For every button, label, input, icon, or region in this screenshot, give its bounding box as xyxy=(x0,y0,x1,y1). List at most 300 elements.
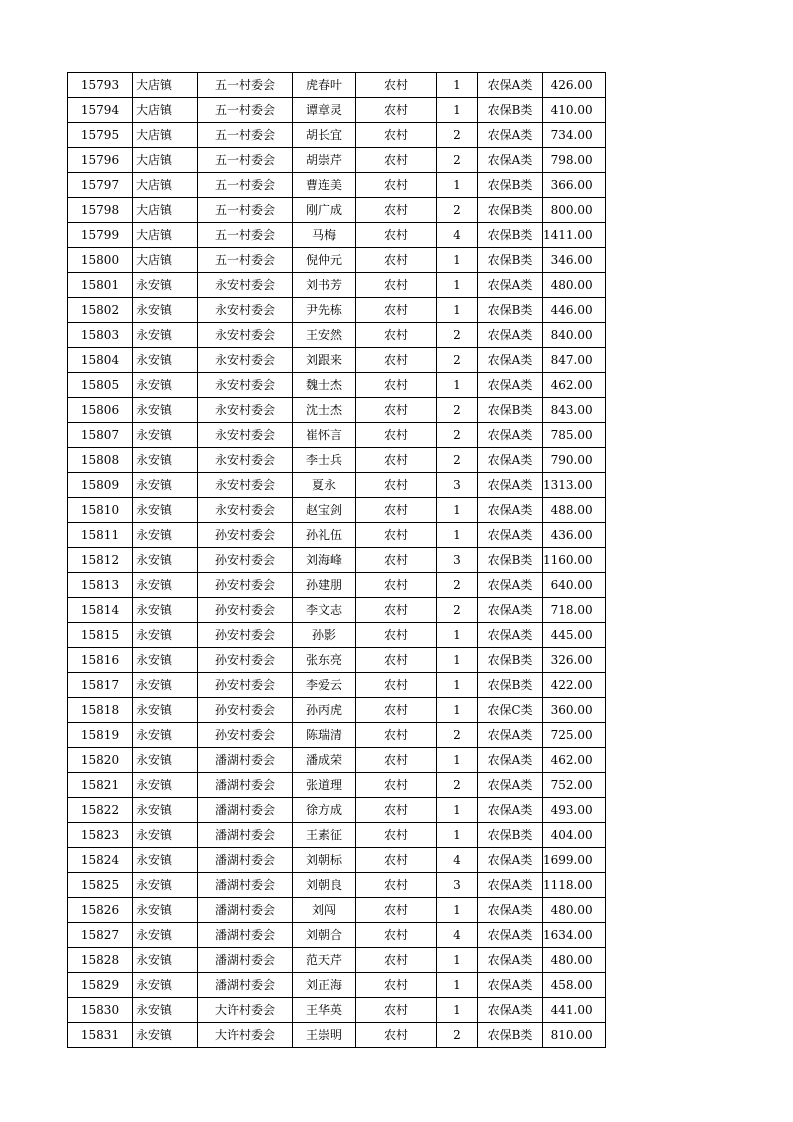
insurance-category-cell: 农保A类 xyxy=(478,598,543,623)
member-count-cell: 3 xyxy=(437,548,478,573)
member-count-cell: 1 xyxy=(437,248,478,273)
village-committee-cell: 五一村委会 xyxy=(198,98,293,123)
amount-cell: 1313.00 xyxy=(543,473,606,498)
table-row xyxy=(68,473,606,498)
person-name-cell: 王素征 xyxy=(293,823,356,848)
village-committee-cell: 孙安村委会 xyxy=(198,648,293,673)
village-committee-cell: 永安村委会 xyxy=(198,423,293,448)
member-count-cell: 1 xyxy=(437,673,478,698)
table-row xyxy=(68,223,606,248)
person-name-cell: 张道理 xyxy=(293,773,356,798)
person-name-cell: 刘朝标 xyxy=(293,848,356,873)
table-row xyxy=(68,198,606,223)
person-name-cell: 王安然 xyxy=(293,323,356,348)
table-row xyxy=(68,73,606,98)
person-name-cell: 刘跟来 xyxy=(293,348,356,373)
town-cell: 永安镇 xyxy=(133,748,198,773)
table-row xyxy=(68,398,606,423)
insurance-category-cell: 农保B类 xyxy=(478,673,543,698)
household-type-cell: 农村 xyxy=(356,573,437,598)
table-row xyxy=(68,248,606,273)
household-type-cell: 农村 xyxy=(356,223,437,248)
person-name-cell: 王华英 xyxy=(293,998,356,1023)
town-cell: 永安镇 xyxy=(133,623,198,648)
household-type-cell: 农村 xyxy=(356,748,437,773)
insurance-category-cell: 农保A类 xyxy=(478,573,543,598)
amount-cell: 718.00 xyxy=(543,598,606,623)
town-cell: 永安镇 xyxy=(133,673,198,698)
household-type-cell: 农村 xyxy=(356,823,437,848)
person-name-cell: 虎春叶 xyxy=(293,73,356,98)
amount-cell: 1160.00 xyxy=(543,548,606,573)
insurance-category-cell: 农保A类 xyxy=(478,448,543,473)
insurance-category-cell: 农保B类 xyxy=(478,223,543,248)
town-cell: 永安镇 xyxy=(133,798,198,823)
village-committee-cell: 孙安村委会 xyxy=(198,573,293,598)
town-cell: 大店镇 xyxy=(133,248,198,273)
town-cell: 永安镇 xyxy=(133,273,198,298)
insurance-category-cell: 农保B类 xyxy=(478,173,543,198)
member-count-cell: 2 xyxy=(437,773,478,798)
record-id-cell: 15809 xyxy=(68,473,133,498)
record-id-cell: 15828 xyxy=(68,948,133,973)
table-row xyxy=(68,498,606,523)
record-id-cell: 15824 xyxy=(68,848,133,873)
record-id-cell: 15797 xyxy=(68,173,133,198)
member-count-cell: 2 xyxy=(437,1023,478,1048)
person-name-cell: 李爱云 xyxy=(293,673,356,698)
person-name-cell: 刘书芳 xyxy=(293,273,356,298)
household-type-cell: 农村 xyxy=(356,598,437,623)
member-count-cell: 2 xyxy=(437,148,478,173)
table-row xyxy=(68,523,606,548)
household-type-cell: 农村 xyxy=(356,548,437,573)
town-cell: 永安镇 xyxy=(133,448,198,473)
table-row xyxy=(68,973,606,998)
record-id-cell: 15800 xyxy=(68,248,133,273)
household-type-cell: 农村 xyxy=(356,448,437,473)
table-row xyxy=(68,923,606,948)
member-count-cell: 1 xyxy=(437,73,478,98)
insurance-category-cell: 农保A类 xyxy=(478,273,543,298)
table-row xyxy=(68,823,606,848)
member-count-cell: 1 xyxy=(437,523,478,548)
village-committee-cell: 潘湖村委会 xyxy=(198,848,293,873)
amount-cell: 410.00 xyxy=(543,98,606,123)
member-count-cell: 1 xyxy=(437,623,478,648)
amount-cell: 404.00 xyxy=(543,823,606,848)
member-count-cell: 4 xyxy=(437,848,478,873)
village-committee-cell: 五一村委会 xyxy=(198,73,293,98)
person-name-cell: 崔怀言 xyxy=(293,423,356,448)
village-committee-cell: 永安村委会 xyxy=(198,473,293,498)
person-name-cell: 孙影 xyxy=(293,623,356,648)
town-cell: 大店镇 xyxy=(133,198,198,223)
town-cell: 永安镇 xyxy=(133,373,198,398)
village-committee-cell: 潘湖村委会 xyxy=(198,898,293,923)
town-cell: 永安镇 xyxy=(133,773,198,798)
insurance-category-cell: 农保A类 xyxy=(478,423,543,448)
household-type-cell: 农村 xyxy=(356,98,437,123)
table-row xyxy=(68,348,606,373)
village-committee-cell: 永安村委会 xyxy=(198,298,293,323)
amount-cell: 480.00 xyxy=(543,273,606,298)
town-cell: 永安镇 xyxy=(133,848,198,873)
town-cell: 大店镇 xyxy=(133,98,198,123)
amount-cell: 488.00 xyxy=(543,498,606,523)
table-row xyxy=(68,773,606,798)
insurance-category-cell: 农保A类 xyxy=(478,323,543,348)
person-name-cell: 胡长宜 xyxy=(293,123,356,148)
village-committee-cell: 永安村委会 xyxy=(198,448,293,473)
village-committee-cell: 孙安村委会 xyxy=(198,673,293,698)
village-committee-cell: 五一村委会 xyxy=(198,148,293,173)
town-cell: 永安镇 xyxy=(133,573,198,598)
household-type-cell: 农村 xyxy=(356,348,437,373)
table-row xyxy=(68,123,606,148)
amount-cell: 1634.00 xyxy=(543,923,606,948)
household-type-cell: 农村 xyxy=(356,973,437,998)
amount-cell: 458.00 xyxy=(543,973,606,998)
amount-cell: 752.00 xyxy=(543,773,606,798)
insurance-category-cell: 农保A类 xyxy=(478,373,543,398)
member-count-cell: 2 xyxy=(437,123,478,148)
person-name-cell: 张东亮 xyxy=(293,648,356,673)
insurance-category-cell: 农保A类 xyxy=(478,798,543,823)
insurance-category-cell: 农保A类 xyxy=(478,998,543,1023)
household-type-cell: 农村 xyxy=(356,948,437,973)
village-committee-cell: 孙安村委会 xyxy=(198,723,293,748)
member-count-cell: 1 xyxy=(437,298,478,323)
member-count-cell: 3 xyxy=(437,873,478,898)
record-id-cell: 15806 xyxy=(68,398,133,423)
record-id-cell: 15811 xyxy=(68,523,133,548)
member-count-cell: 1 xyxy=(437,498,478,523)
town-cell: 永安镇 xyxy=(133,323,198,348)
amount-cell: 725.00 xyxy=(543,723,606,748)
person-name-cell: 李文志 xyxy=(293,598,356,623)
insurance-category-cell: 农保A类 xyxy=(478,523,543,548)
table-row xyxy=(68,848,606,873)
person-name-cell: 刘朝合 xyxy=(293,923,356,948)
amount-cell: 436.00 xyxy=(543,523,606,548)
member-count-cell: 1 xyxy=(437,373,478,398)
record-id-cell: 15820 xyxy=(68,748,133,773)
town-cell: 大店镇 xyxy=(133,73,198,98)
insurance-category-cell: 农保B类 xyxy=(478,1023,543,1048)
household-type-cell: 农村 xyxy=(356,398,437,423)
table-row xyxy=(68,898,606,923)
table-row xyxy=(68,948,606,973)
person-name-cell: 孙建朋 xyxy=(293,573,356,598)
town-cell: 大店镇 xyxy=(133,123,198,148)
village-committee-cell: 潘湖村委会 xyxy=(198,823,293,848)
household-type-cell: 农村 xyxy=(356,173,437,198)
table-row xyxy=(68,148,606,173)
village-committee-cell: 潘湖村委会 xyxy=(198,873,293,898)
village-committee-cell: 孙安村委会 xyxy=(198,548,293,573)
amount-cell: 366.00 xyxy=(543,173,606,198)
amount-cell: 1411.00 xyxy=(543,223,606,248)
member-count-cell: 1 xyxy=(437,98,478,123)
record-id-cell: 15827 xyxy=(68,923,133,948)
table-row xyxy=(68,323,606,348)
record-id-cell: 15808 xyxy=(68,448,133,473)
town-cell: 永安镇 xyxy=(133,598,198,623)
record-id-cell: 15802 xyxy=(68,298,133,323)
table-row xyxy=(68,1023,606,1048)
record-id-cell: 15804 xyxy=(68,348,133,373)
household-type-cell: 农村 xyxy=(356,623,437,648)
insurance-category-cell: 农保B类 xyxy=(478,548,543,573)
table-row xyxy=(68,98,606,123)
member-count-cell: 2 xyxy=(437,573,478,598)
amount-cell: 810.00 xyxy=(543,1023,606,1048)
amount-cell: 462.00 xyxy=(543,373,606,398)
household-type-cell: 农村 xyxy=(356,648,437,673)
household-type-cell: 农村 xyxy=(356,673,437,698)
table-row xyxy=(68,373,606,398)
amount-cell: 847.00 xyxy=(543,348,606,373)
amount-cell: 798.00 xyxy=(543,148,606,173)
town-cell: 永安镇 xyxy=(133,873,198,898)
town-cell: 永安镇 xyxy=(133,973,198,998)
village-committee-cell: 永安村委会 xyxy=(198,273,293,298)
record-id-cell: 15817 xyxy=(68,673,133,698)
insurance-category-cell: 农保A类 xyxy=(478,873,543,898)
town-cell: 永安镇 xyxy=(133,698,198,723)
record-id-cell: 15793 xyxy=(68,73,133,98)
record-id-cell: 15826 xyxy=(68,898,133,923)
record-id-cell: 15813 xyxy=(68,573,133,598)
town-cell: 永安镇 xyxy=(133,523,198,548)
record-id-cell: 15819 xyxy=(68,723,133,748)
member-count-cell: 1 xyxy=(437,648,478,673)
member-count-cell: 3 xyxy=(437,473,478,498)
record-id-cell: 15796 xyxy=(68,148,133,173)
village-committee-cell: 潘湖村委会 xyxy=(198,923,293,948)
town-cell: 永安镇 xyxy=(133,1023,198,1048)
record-id-cell: 15818 xyxy=(68,698,133,723)
insurance-category-cell: 农保A类 xyxy=(478,898,543,923)
town-cell: 大店镇 xyxy=(133,148,198,173)
insurance-category-cell: 农保B类 xyxy=(478,648,543,673)
town-cell: 永安镇 xyxy=(133,473,198,498)
amount-cell: 446.00 xyxy=(543,298,606,323)
record-id-cell: 15799 xyxy=(68,223,133,248)
table-row xyxy=(68,598,606,623)
table-row xyxy=(68,648,606,673)
household-type-cell: 农村 xyxy=(356,373,437,398)
household-type-cell: 农村 xyxy=(356,798,437,823)
household-type-cell: 农村 xyxy=(356,1023,437,1048)
record-id-cell: 15821 xyxy=(68,773,133,798)
member-count-cell: 2 xyxy=(437,348,478,373)
record-id-cell: 15822 xyxy=(68,798,133,823)
record-id-cell: 15830 xyxy=(68,998,133,1023)
member-count-cell: 1 xyxy=(437,948,478,973)
amount-cell: 800.00 xyxy=(543,198,606,223)
town-cell: 永安镇 xyxy=(133,498,198,523)
household-type-cell: 农村 xyxy=(356,73,437,98)
table-row xyxy=(68,548,606,573)
village-committee-cell: 孙安村委会 xyxy=(198,623,293,648)
person-name-cell: 谭章灵 xyxy=(293,98,356,123)
town-cell: 永安镇 xyxy=(133,923,198,948)
amount-cell: 1118.00 xyxy=(543,873,606,898)
member-count-cell: 4 xyxy=(437,223,478,248)
record-id-cell: 15803 xyxy=(68,323,133,348)
household-type-cell: 农村 xyxy=(356,123,437,148)
amount-cell: 480.00 xyxy=(543,898,606,923)
insurance-category-cell: 农保B类 xyxy=(478,823,543,848)
insurance-category-cell: 农保B类 xyxy=(478,198,543,223)
member-count-cell: 1 xyxy=(437,823,478,848)
village-committee-cell: 五一村委会 xyxy=(198,223,293,248)
member-count-cell: 2 xyxy=(437,323,478,348)
person-name-cell: 范天芹 xyxy=(293,948,356,973)
person-name-cell: 曹连美 xyxy=(293,173,356,198)
person-name-cell: 倪仲元 xyxy=(293,248,356,273)
insurance-category-cell: 农保A类 xyxy=(478,148,543,173)
insurance-category-cell: 农保A类 xyxy=(478,348,543,373)
household-type-cell: 农村 xyxy=(356,498,437,523)
record-id-cell: 15825 xyxy=(68,873,133,898)
insurance-category-cell: 农保A类 xyxy=(478,748,543,773)
person-name-cell: 刚广成 xyxy=(293,198,356,223)
insurance-category-cell: 农保A类 xyxy=(478,773,543,798)
household-type-cell: 农村 xyxy=(356,198,437,223)
record-id-cell: 15829 xyxy=(68,973,133,998)
amount-cell: 462.00 xyxy=(543,748,606,773)
amount-cell: 426.00 xyxy=(543,73,606,98)
person-name-cell: 李士兵 xyxy=(293,448,356,473)
person-name-cell: 王崇明 xyxy=(293,1023,356,1048)
household-type-cell: 农村 xyxy=(356,298,437,323)
village-committee-cell: 五一村委会 xyxy=(198,248,293,273)
person-name-cell: 刘正海 xyxy=(293,973,356,998)
insurance-category-cell: 农保A类 xyxy=(478,723,543,748)
amount-cell: 790.00 xyxy=(543,448,606,473)
table-row xyxy=(68,448,606,473)
amount-cell: 843.00 xyxy=(543,398,606,423)
records-table xyxy=(67,72,606,1048)
village-committee-cell: 永安村委会 xyxy=(198,498,293,523)
person-name-cell: 陈瑞清 xyxy=(293,723,356,748)
member-count-cell: 2 xyxy=(437,723,478,748)
person-name-cell: 刘闯 xyxy=(293,898,356,923)
person-name-cell: 胡崇芹 xyxy=(293,148,356,173)
member-count-cell: 2 xyxy=(437,398,478,423)
amount-cell: 360.00 xyxy=(543,698,606,723)
household-type-cell: 农村 xyxy=(356,473,437,498)
village-committee-cell: 潘湖村委会 xyxy=(198,948,293,973)
table-row xyxy=(68,423,606,448)
record-id-cell: 15814 xyxy=(68,598,133,623)
amount-cell: 1699.00 xyxy=(543,848,606,873)
member-count-cell: 1 xyxy=(437,273,478,298)
member-count-cell: 1 xyxy=(437,998,478,1023)
household-type-cell: 农村 xyxy=(356,423,437,448)
insurance-category-cell: 农保A类 xyxy=(478,473,543,498)
village-committee-cell: 大许村委会 xyxy=(198,998,293,1023)
person-name-cell: 马梅 xyxy=(293,223,356,248)
amount-cell: 422.00 xyxy=(543,673,606,698)
village-committee-cell: 永安村委会 xyxy=(198,373,293,398)
household-type-cell: 农村 xyxy=(356,848,437,873)
insurance-category-cell: 农保B类 xyxy=(478,398,543,423)
table-row xyxy=(68,698,606,723)
table-row xyxy=(68,623,606,648)
insurance-category-cell: 农保A类 xyxy=(478,73,543,98)
town-cell: 大店镇 xyxy=(133,223,198,248)
record-id-cell: 15823 xyxy=(68,823,133,848)
table-row xyxy=(68,673,606,698)
record-id-cell: 15805 xyxy=(68,373,133,398)
town-cell: 大店镇 xyxy=(133,173,198,198)
town-cell: 永安镇 xyxy=(133,423,198,448)
household-type-cell: 农村 xyxy=(356,248,437,273)
amount-cell: 734.00 xyxy=(543,123,606,148)
insurance-category-cell: 农保A类 xyxy=(478,973,543,998)
member-count-cell: 1 xyxy=(437,898,478,923)
town-cell: 永安镇 xyxy=(133,823,198,848)
village-committee-cell: 永安村委会 xyxy=(198,398,293,423)
amount-cell: 785.00 xyxy=(543,423,606,448)
person-name-cell: 沈士杰 xyxy=(293,398,356,423)
table-row xyxy=(68,873,606,898)
town-cell: 永安镇 xyxy=(133,948,198,973)
village-committee-cell: 五一村委会 xyxy=(198,173,293,198)
member-count-cell: 2 xyxy=(437,598,478,623)
person-name-cell: 孙丙虎 xyxy=(293,698,356,723)
amount-cell: 840.00 xyxy=(543,323,606,348)
household-type-cell: 农村 xyxy=(356,698,437,723)
member-count-cell: 1 xyxy=(437,698,478,723)
insurance-category-cell: 农保A类 xyxy=(478,623,543,648)
village-committee-cell: 潘湖村委会 xyxy=(198,798,293,823)
amount-cell: 346.00 xyxy=(543,248,606,273)
village-committee-cell: 孙安村委会 xyxy=(198,598,293,623)
table-row xyxy=(68,173,606,198)
table-row xyxy=(68,273,606,298)
amount-cell: 441.00 xyxy=(543,998,606,1023)
member-count-cell: 2 xyxy=(437,198,478,223)
table-row xyxy=(68,798,606,823)
member-count-cell: 1 xyxy=(437,973,478,998)
person-name-cell: 潘成荣 xyxy=(293,748,356,773)
person-name-cell: 刘朝良 xyxy=(293,873,356,898)
record-id-cell: 15812 xyxy=(68,548,133,573)
record-id-cell: 15794 xyxy=(68,98,133,123)
town-cell: 永安镇 xyxy=(133,723,198,748)
household-type-cell: 农村 xyxy=(356,273,437,298)
insurance-category-cell: 农保A类 xyxy=(478,498,543,523)
town-cell: 永安镇 xyxy=(133,548,198,573)
person-name-cell: 刘海峰 xyxy=(293,548,356,573)
village-committee-cell: 潘湖村委会 xyxy=(198,773,293,798)
household-type-cell: 农村 xyxy=(356,723,437,748)
record-id-cell: 15815 xyxy=(68,623,133,648)
town-cell: 永安镇 xyxy=(133,348,198,373)
member-count-cell: 1 xyxy=(437,173,478,198)
village-committee-cell: 潘湖村委会 xyxy=(198,748,293,773)
record-id-cell: 15795 xyxy=(68,123,133,148)
person-name-cell: 徐方成 xyxy=(293,798,356,823)
household-type-cell: 农村 xyxy=(356,898,437,923)
insurance-category-cell: 农保B类 xyxy=(478,248,543,273)
record-id-cell: 15831 xyxy=(68,1023,133,1048)
